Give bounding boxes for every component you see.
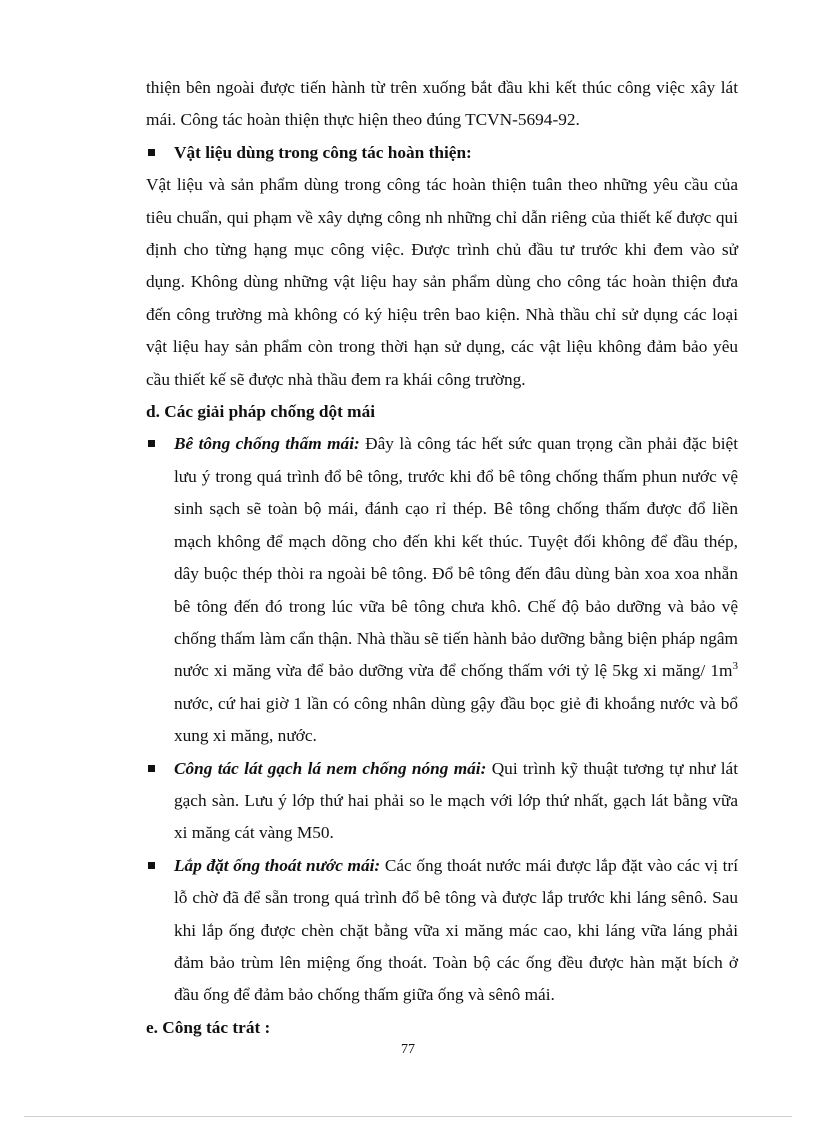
bullet-text-cont: nước, cứ hai giờ 1 lần có công nhân dùng gậy đầu bọc giẻ đi khoắng nước và bổ xung xi măng, nước. xyxy=(174,693,738,746)
bullet-title: Bê tông chống thấm mái: xyxy=(174,434,360,454)
bullet-tile-laying xyxy=(146,753,738,850)
bullet-text: Đây là công tác hết sức quan trọng cần phải đặc biệt lưu ý trong quá trình đổ bê tông, trước khi đổ bê tông chống thấm phun nước vệ sinh sạch sẽ toàn bộ mái, đánh cạo rỉ thép. Bê tông chống thấm được đổ liền mạch không để mạch dõng cho đến khi kết thúc. Tuyệt đối không để đầu thép, dây buộc thép thòi ra ngoài bê tông. Đổ bê tông đến đâu dùng bàn xoa xoa nhẵn bê tông đến đó trong lúc vữa bê tông chưa khô. Chế độ bảo dưỡng và bảo vệ chống thấm làm cẩn thận. Nhà thầu sẽ tiến hành bảo dưỡng bằng biện pháp ngâm nước xi măng vừa để bảo dưỡng vừa để chống thấm với tỷ lệ 5kg xi măng/ 1m xyxy=(174,434,738,681)
superscript: 3 xyxy=(732,660,738,673)
footer-divider xyxy=(24,1116,792,1117)
bullet-title: Lắp đặt ống thoát nước mái: xyxy=(174,855,381,875)
page-body xyxy=(146,72,738,1044)
square-bullet-icon xyxy=(148,765,155,772)
heading-text: Vật liệu dùng trong công tác hoàn thiện: xyxy=(174,142,472,162)
bullet-title: Công tác lát gạch lá nem chống nóng mái: xyxy=(174,758,487,778)
square-bullet-icon xyxy=(148,440,155,447)
bullet-text: Qui trình kỹ thuật tương tự như lát gạch sàn. Lưu ý lớp thứ hai phải so le mạch với lớp thứ nhất, gạch lát bằng vữa xi măng cát vàng M50. xyxy=(174,758,738,843)
bullet-heading-materials xyxy=(146,137,738,169)
square-bullet-icon xyxy=(148,149,155,156)
square-bullet-icon xyxy=(148,862,155,869)
bullet-drain-pipes xyxy=(146,850,738,1012)
bullet-text: Các ống thoát nước mái được lắp đặt vào các vị trí lỗ chờ đã để sẵn trong quá trình đổ bê tông và được lắp trước khi láng sênô. Sau khi lắp ống được chèn chặt bằng vữa xi măng mác cao, khi láng vữa láng phải đảm bảo trùm lên miệng ống thoát. Toàn bộ các ống đều được hàn mặt bích ở đầu ống để đảm bảo chống thấm giữa ống và sênô mái. xyxy=(174,855,738,1005)
section-heading-e: e. Công tác trát : xyxy=(146,1017,271,1037)
bullet-waterproof-concrete xyxy=(146,428,738,752)
section-heading-d: d. Các giải pháp chống dột mái xyxy=(146,402,376,422)
page-number: 77 xyxy=(401,1042,415,1057)
paragraph-continuation: thiện bên ngoài được tiến hành từ trên xuống bắt đầu khi kết thúc công việc xây lát mái. Công tác hoàn thiện thực hiện theo đúng TCVN-5694-92. xyxy=(146,78,738,130)
paragraph-materials: Vật liệu và sản phẩm dùng trong công tác hoàn thiện tuân theo những yêu cầu của tiêu chuẩn, qui phạm về xây dựng công nh những chỉ dẫn riêng của thiết kế được qui định cho từng hạng mục công việc. Được trình chủ đầu tư trước khi đem vào sử dụng. Không dùng những vật liệu hay sản phẩm dùng cho công tác hoàn thiện đưa đến công trường mà không có ký hiệu trên bao kiện. Nhà thầu chỉ sử dụng các loại vật liệu hay sản phẩm còn trong thời hạn sử dụng, các vật liệu không đảm bảo yêu cầu thiết kế sẽ được nhà thầu đem ra khái công trường. xyxy=(146,175,738,389)
